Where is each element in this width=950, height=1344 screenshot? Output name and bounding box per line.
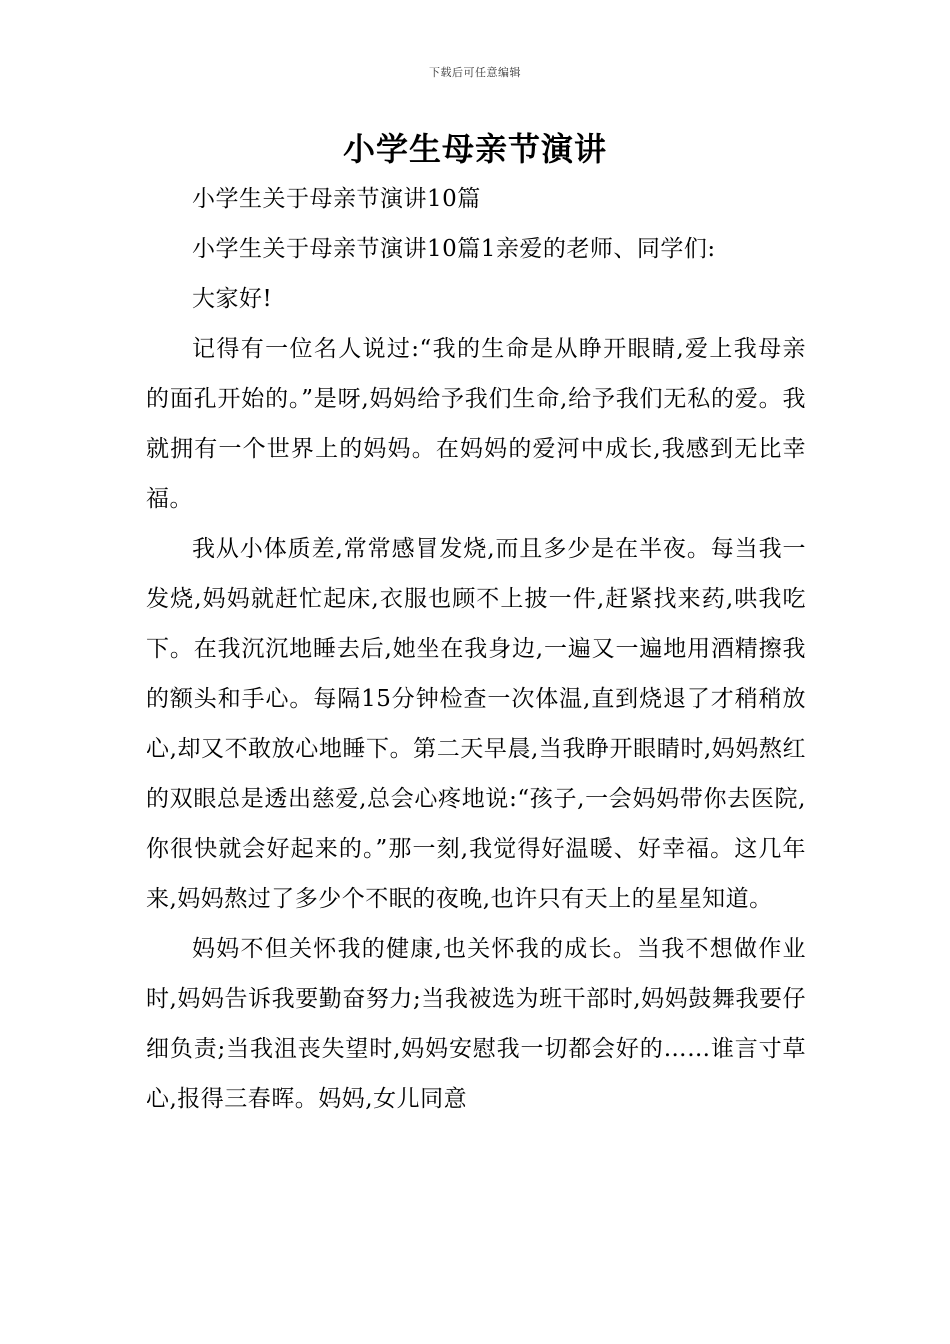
- greeting-paragraph: 大家好!: [192, 286, 273, 312]
- body-paragraph: 妈妈不但关怀我的健康,也关怀我的成长。当我不想做作业时,妈妈告诉我要勤奋努力;当我被选为班干部时,妈妈鼓舞我要仔细负责;当我沮丧失望时,妈妈安慰我一切都会好的……谁言寸草心,报得三春晖。妈妈,女儿同意: [146, 936, 806, 1112]
- document-body: [146, 174, 806, 1124]
- header-note: 下载后可任意编辑: [429, 66, 521, 79]
- document-title: 小学生母亲节演讲: [342, 130, 607, 168]
- body-paragraph: 我从小体质差,常常感冒发烧,而且多少是在半夜。每当我一发烧,妈妈就赶忙起床,衣服也顾不上披一件,赶紧找来药,哄我吃下。在我沉沉地睡去后,她坐在我身边,一遍又一遍地用酒精擦我的额头和手心。每隔15分钟检查一次体温,直到烧退了才稍稍放心,却又不敢放心地睡下。第二天早晨,当我睁开眼睛时,妈妈熬红的双眼总是透出慈爱,总会心疼地说:“孩子,一会妈妈带你去医院,你很快就会好起来的。”那一刻,我觉得好温暖、好幸福。这几年来,妈妈熬过了多少个不眠的夜晚,也许只有天上的星星知道。: [146, 536, 806, 912]
- salutation-paragraph: 小学生关于母亲节演讲10篇1亲爱的老师、同学们:: [192, 236, 716, 262]
- subtitle-paragraph: 小学生关于母亲节演讲10篇: [192, 186, 481, 212]
- body-paragraph: 记得有一位名人说过:“我的生命是从睁开眼睛,爱上我母亲的面孔开始的。”是呀,妈妈给予我们生命,给予我们无私的爱。我就拥有一个世界上的妈妈。在妈妈的爱河中成长,我感到无比幸福。: [146, 336, 806, 512]
